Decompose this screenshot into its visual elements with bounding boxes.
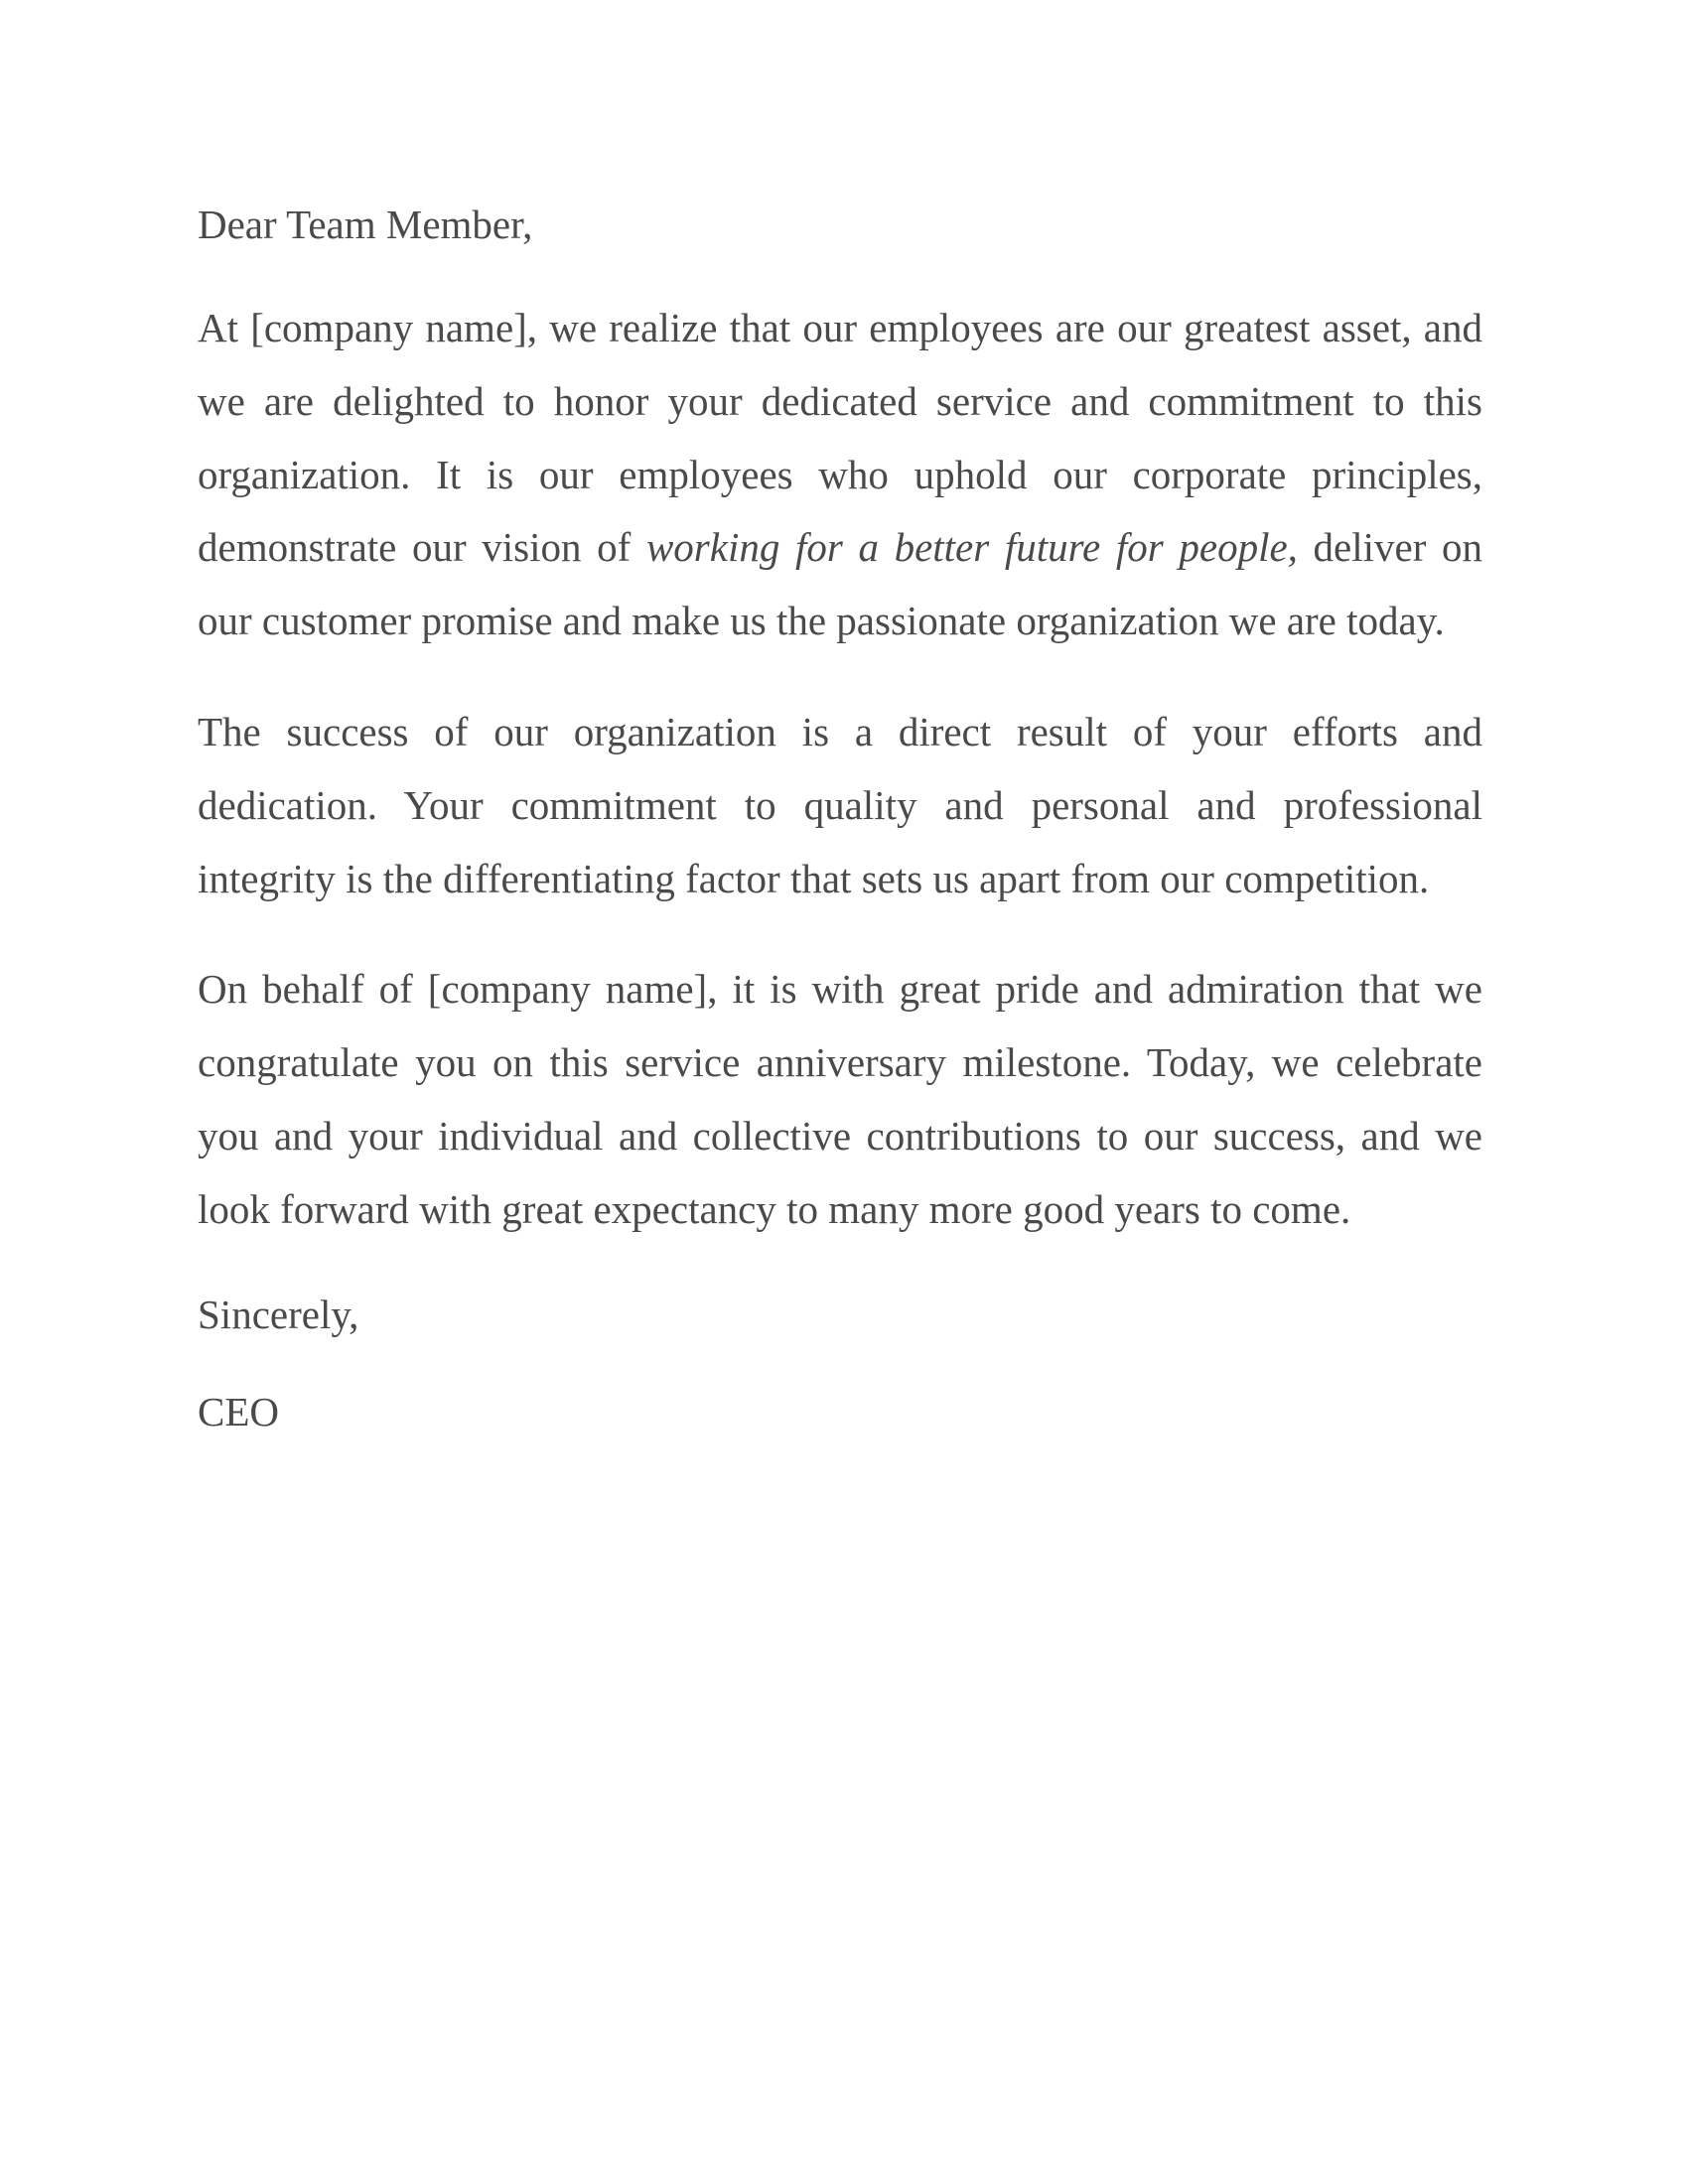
closing: Sincerely, bbox=[198, 1291, 359, 1337]
letter-body bbox=[198, 195, 1482, 1441]
paragraph-congratulations: On behalf of [company name], it is with great pride and admiration that we congratulate you on this service anniversary milestone. Today, we celebrate you and your individual and collective contributions to our success, and we look forward with great expectancy to many more good years to come. bbox=[198, 966, 1482, 1232]
vision-statement: working for a better future for people, bbox=[645, 524, 1298, 571]
paragraph-intro-text-end: deliver on our customer promise and make us the passionate organization we are today. bbox=[198, 524, 1482, 644]
signature: CEO bbox=[198, 1388, 279, 1434]
paragraph-intro bbox=[198, 292, 1482, 658]
paragraph-success: The success of our organization is a direct result of your efforts and dedication. Your commitment to quality and personal and professional integrity is the differentiating factor that sets us apart from our competition. bbox=[198, 708, 1482, 901]
salutation: Dear Team Member, bbox=[198, 202, 533, 247]
paragraph-intro-text-start: At [company name], we realize that our employees are our greatest asset, and we are delighted to honor your dedicated service and commitment to this organization. It is our employees who uphold our corporate principles, demonstrate our vision of bbox=[198, 305, 1482, 571]
